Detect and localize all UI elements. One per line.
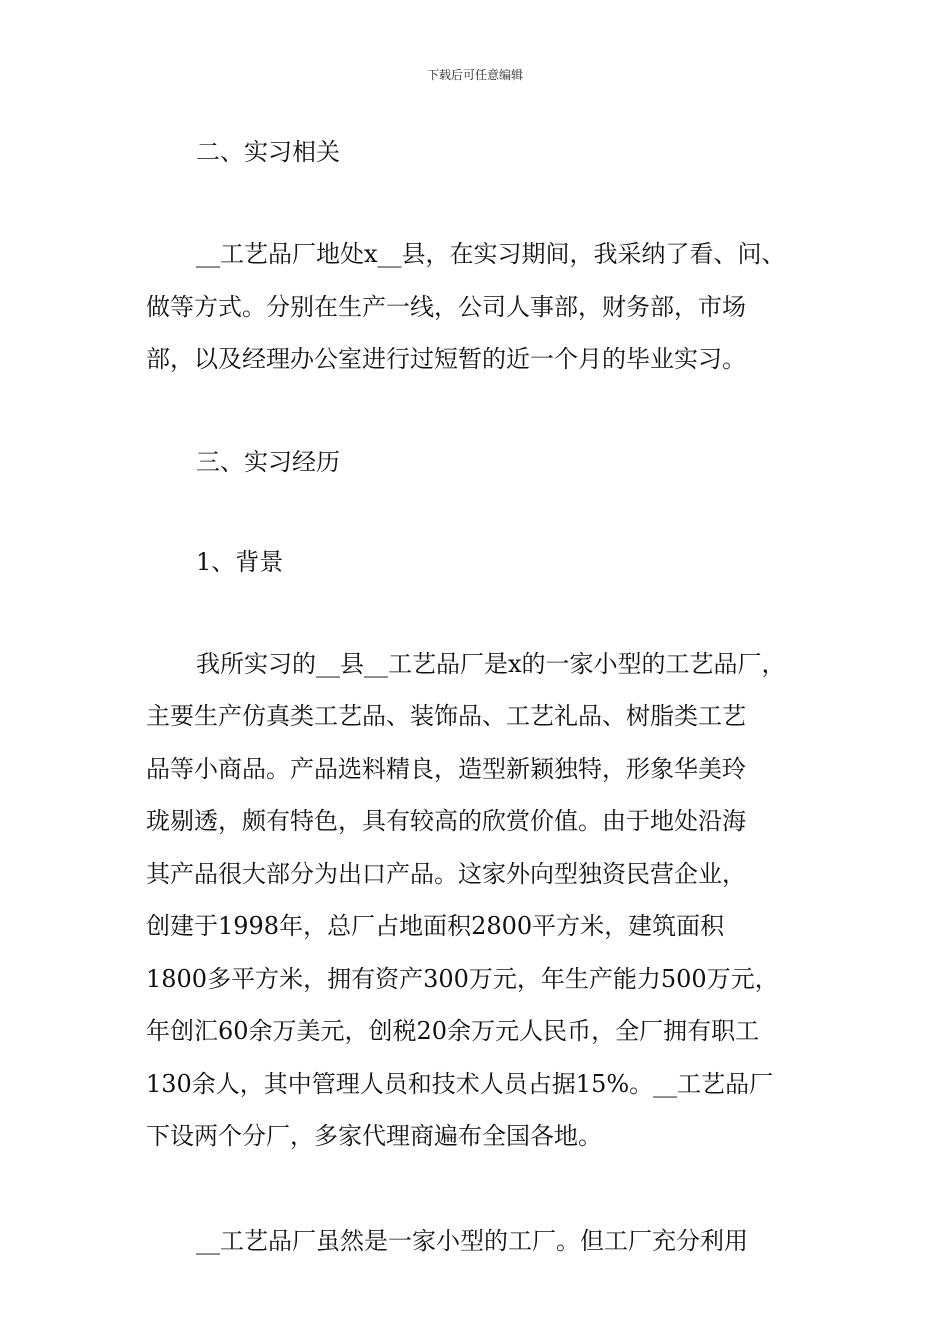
text-line: 珑剔透，颇有特色，具有较高的欣赏价值。由于地处沿海 bbox=[146, 807, 746, 835]
document-body bbox=[146, 128, 832, 1319]
paragraph-internship-location bbox=[146, 228, 832, 386]
text-line: 做等方式。分别在生产一线，公司人事部，财务部，市场 bbox=[146, 292, 746, 321]
text-line: __工艺品厂地处x__县，在实习期间，我采纳了看、问、 bbox=[196, 240, 786, 268]
section-heading-2: 二、实习相关 bbox=[196, 138, 340, 166]
text-line: 部，以及经理办公室进行过短暂的近一个月的毕业实习。 bbox=[146, 345, 746, 373]
text-line: __工艺品厂虽然是一家小型的工厂。但工厂充分利用 bbox=[196, 1226, 748, 1255]
text-line: 年创汇60余万美元，创税20余万元人民币，全厂拥有职工 bbox=[146, 1017, 760, 1045]
subsection-heading-1: 1、背景 bbox=[196, 547, 284, 576]
section-heading-3: 三、实习经历 bbox=[196, 447, 340, 476]
text-line: 品等小商品。产品选料精良，造型新颖独特，形象华美玲 bbox=[146, 754, 746, 783]
text-line: 其产品很大部分为出口产品。这家外向型独资民营企业， bbox=[146, 859, 746, 888]
header-note: 下载后可任意编辑 bbox=[426, 68, 523, 82]
text-line: 1800多平方米，拥有资产300万元，年生产能力500万元， bbox=[146, 964, 779, 993]
paragraph-background bbox=[146, 638, 832, 1163]
text-line: 下设两个分厂，多家代理商遍布全国各地。 bbox=[146, 1122, 602, 1150]
text-line: 130余人，其中管理人员和技术人员占据15%。__工艺品厂 bbox=[146, 1069, 774, 1098]
text-line: 我所实习的__县__工艺品厂是x的一家小型的工艺品厂， bbox=[196, 649, 786, 678]
text-line: 主要生产仿真类工艺品、装饰品、工艺礼品、树脂类工艺 bbox=[146, 702, 746, 730]
paragraph-factory-overview bbox=[146, 1215, 832, 1268]
text-line: 创建于1998年，总厂占地面积2800平方米，建筑面积 bbox=[146, 912, 725, 940]
